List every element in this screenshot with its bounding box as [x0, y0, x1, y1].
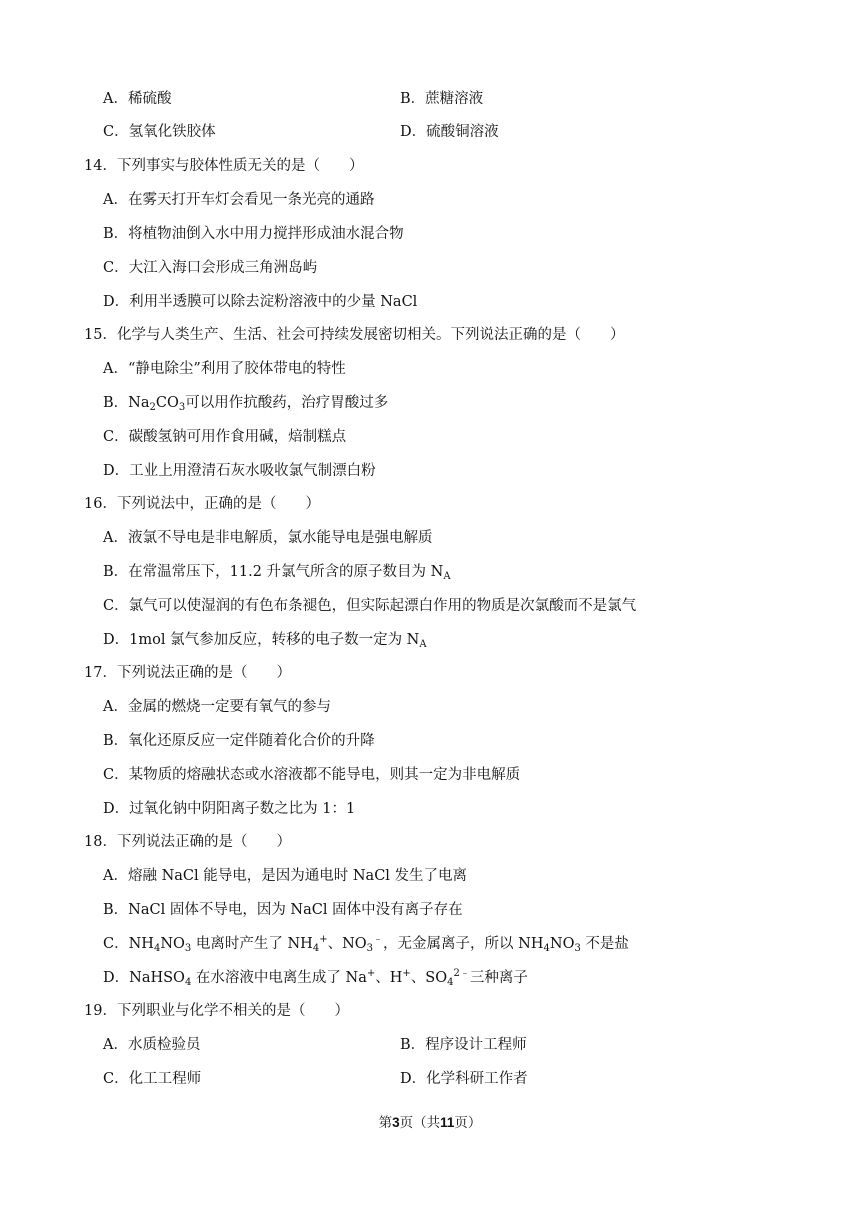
- q19-option-a: A．水质检验员: [103, 1037, 201, 1053]
- q16-option-a: A．液氯不导电是非电解质，氯水能导电是强电解质: [103, 530, 433, 546]
- q19-option-b: B．程序设计工程师: [400, 1037, 527, 1053]
- q14-stem: 14．下列事实与胶体性质无关的是（ ）: [84, 158, 364, 174]
- q15-option-a: A．“静电除尘”利用了胶体带电的特性: [103, 361, 346, 377]
- subscript: 4: [447, 977, 454, 988]
- q15-option-b-text: 可以用作抗酸药，治疗胃酸过多: [185, 395, 389, 411]
- q17-option-b: B．氧化还原反应一定伴随着化合价的升降: [103, 733, 375, 749]
- q16-option-d: [103, 630, 427, 650]
- q14-option-d: D．利用半透膜可以除去淀粉溶液中的少量 NaCl: [103, 294, 418, 310]
- q18-option-c: [103, 934, 629, 954]
- subscript: 2: [149, 402, 156, 413]
- superscript: 2﹣: [453, 968, 470, 979]
- q18-option-c-text: C．NH: [103, 936, 154, 952]
- q13-option-d: D．硫酸铜溶液: [400, 124, 499, 140]
- q18-option-d: [103, 968, 528, 988]
- page-footer: [0, 1111, 860, 1131]
- q18-option-d-text: D．NaHSO: [103, 970, 185, 986]
- q16-option-c: C．氯气可以使湿润的有色布条褪色，但实际起漂白作用的物质是次氯酸而不是氯气: [103, 598, 637, 614]
- q15-option-b: [103, 393, 388, 413]
- subscript: 4: [312, 943, 320, 954]
- q15-option-b-text: CO: [155, 395, 179, 411]
- superscript: +: [366, 968, 376, 979]
- q19-stem: 19．下列职业与化学不相关的是（ ）: [84, 1003, 349, 1019]
- q18-option-c-text: 电离时产生了 NH: [191, 936, 313, 952]
- subscript: A: [443, 571, 451, 582]
- q18-option-b: B．NaCl 固体不导电，因为 NaCl 固体中没有离子存在: [103, 902, 463, 918]
- subscript: 4: [153, 943, 161, 954]
- q19-option-c: C．化工工程师: [103, 1071, 202, 1087]
- q18-option-a: A．熔融 NaCl 能导电，是因为通电时 NaCl 发生了电离: [103, 868, 468, 884]
- q18-option-d-text: 三种离子: [469, 970, 528, 986]
- q18-stem: 18．下列说法正确的是（ ）: [84, 834, 291, 850]
- q18-option-c-text: 、NO: [327, 936, 367, 952]
- q15-option-d: D．工业上用澄清石灰水吸收氯气制漂白粉: [103, 463, 376, 479]
- q18-option-d-text: 、SO: [410, 970, 448, 986]
- q13-option-c: C．氢氧化铁胶体: [103, 124, 216, 140]
- subscript: 3: [184, 943, 192, 954]
- q14-option-a: A．在雾天打开车灯会看见一条光亮的通路: [103, 192, 375, 208]
- subscript: A: [419, 639, 427, 650]
- superscript: ﹣: [373, 934, 384, 945]
- q18-option-c-text: 不是盐: [580, 936, 629, 952]
- subscript: 4: [543, 943, 550, 954]
- q17-option-d: D．过氧化钠中阴阳离子数之比为 1：1: [103, 801, 356, 817]
- total-pages: 11: [440, 1115, 455, 1130]
- q18-option-c-text: NO: [160, 936, 185, 952]
- subscript: 3: [366, 943, 374, 954]
- q18-option-c-text: ，无金属离子，所以 NH: [383, 936, 544, 952]
- superscript: +: [319, 934, 328, 945]
- subscript: 3: [178, 402, 186, 413]
- q15-option-b-text: B．Na: [103, 395, 150, 411]
- q18-option-c-text: NO: [549, 936, 575, 952]
- footer-text: 第: [378, 1115, 393, 1131]
- q17-stem: 17．下列说法正确的是（ ）: [84, 665, 291, 681]
- superscript: +: [402, 968, 411, 979]
- q15-stem: 15．化学与人类生产、生活、社会可持续发展密切相关。下列说法正确的是（ ）: [84, 327, 625, 343]
- q18-option-d-text: 、H: [375, 970, 403, 986]
- q16-option-b: [103, 562, 451, 582]
- q14-option-b: B．将植物油倒入水中用力搅拌形成油水混合物: [103, 226, 404, 242]
- q19-option-d: D．化学科研工作者: [400, 1071, 528, 1087]
- q16-option-d-text: D．1mol 氯气参加反应，转移的电子数一定为 N: [103, 632, 420, 648]
- footer-text: 页（共: [399, 1115, 441, 1131]
- subscript: 3: [574, 943, 581, 954]
- q17-option-c: C．某物质的熔融状态或水溶液都不能导电，则其一定为非电解质: [103, 767, 521, 783]
- subscript: 4: [184, 977, 192, 988]
- q13-option-a: A．稀硫酸: [103, 91, 172, 107]
- q18-option-d-text: 在水溶液中电离生成了 Na: [191, 970, 367, 986]
- footer-text: 页）: [454, 1115, 482, 1131]
- q14-option-c: C．大江入海口会形成三角洲岛屿: [103, 260, 318, 276]
- page-number: 3: [392, 1115, 400, 1130]
- q16-option-b-text: B．在常温常压下，11.2 升氯气所含的原子数目为 N: [103, 564, 444, 580]
- q16-stem: 16．下列说法中，正确的是（ ）: [84, 496, 320, 512]
- q17-option-a: A．金属的燃烧一定要有氧气的参与: [103, 699, 331, 715]
- q13-option-b: B．蔗糖溶液: [400, 91, 484, 107]
- q15-option-c: C．碳酸氢钠可用作食用碱，焙制糕点: [103, 429, 347, 445]
